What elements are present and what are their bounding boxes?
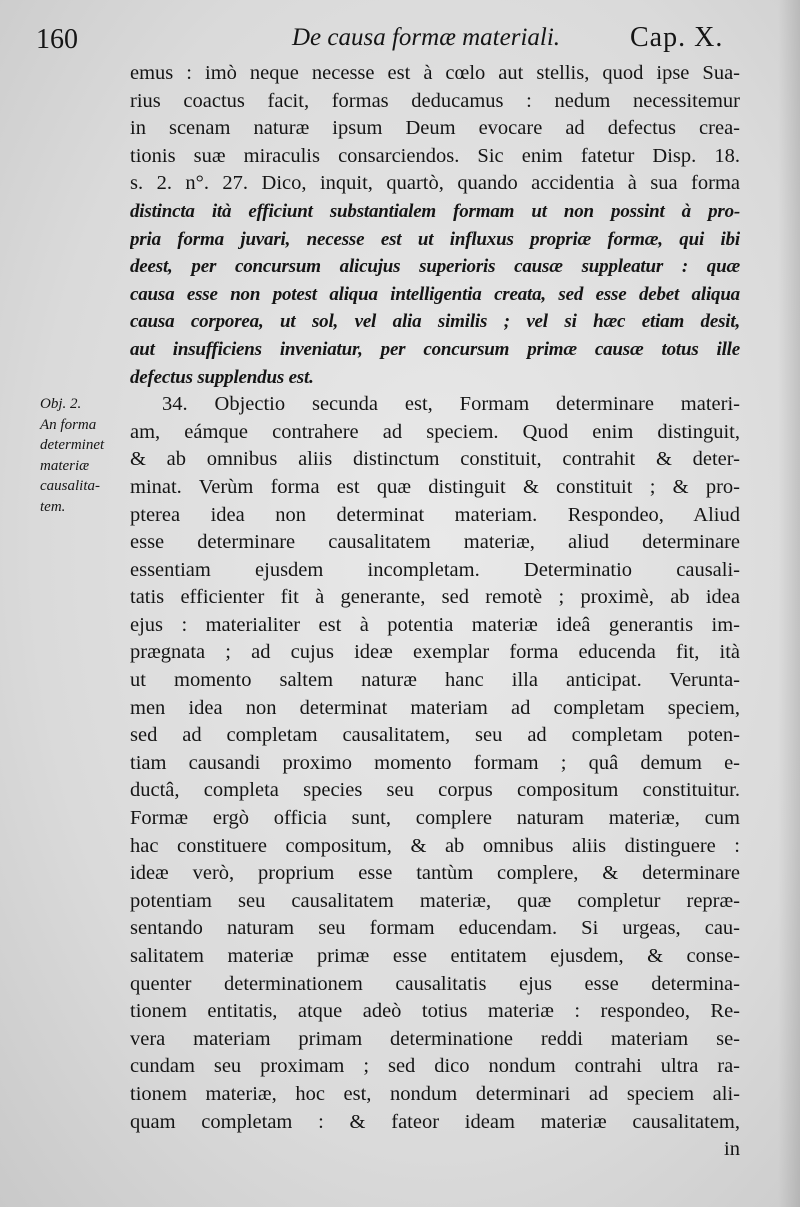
text-line: tionis suæ miraculis consarciendos. Sic enim fatetur Disp. 18. <box>130 144 740 167</box>
text-line: salitatem materiæ primæ esse entitatem ejusdem, & conse- <box>130 945 740 967</box>
text-line: tatis efficienter fit à generante, sed remotè ; proximè, ab idea <box>130 586 740 609</box>
marginal-note-line: Obj. 2. <box>40 396 82 412</box>
text-line: cundam seu proximam ; sed dico nondum contrahi ultra ra- <box>130 1055 740 1078</box>
text-line: ideæ verò, proprium esse tantùm complere, & determinare <box>130 862 740 885</box>
text-line: quenter determinationem causalitatis ejus esse determina- <box>130 972 740 995</box>
text-line: causa corporea, ut sol, vel alia similis ; vel si hæc etiam desit, <box>130 311 740 333</box>
text-line: men idea non determinat materiam ad completam speciem, <box>130 696 740 719</box>
text-line: causa esse non potest aliqua intelligentia creata, sed esse debet aliqua <box>130 283 740 305</box>
text-line: tionem entitatis, atque adeò totius materiæ : respondeo, Re- <box>130 1000 740 1023</box>
text-line: sed ad completam causalitatem, seu ad completam poten- <box>130 724 740 747</box>
text-line: ut momento saltem naturæ hanc illa anticipat. Verunta- <box>130 669 740 692</box>
text-line: hac constituere compositum, & ab omnibus aliis distinguere : <box>130 834 740 857</box>
text-line: rius coactus facit, formas deducamus : nedum necessitemur <box>130 89 740 112</box>
text-line: am, eámque contrahere ad speciem. Quod enim distinguit, <box>130 420 740 443</box>
marginal-note <box>40 394 128 517</box>
text-line: prægnata ; ad cujus ideæ exemplar forma educenda fit, ità <box>130 641 740 664</box>
text-line: tiam causandi proximo momento formam ; quâ demum e- <box>130 751 740 774</box>
chapter-label: Cap. X. <box>630 22 724 53</box>
bleed-through-shadow <box>752 770 800 786</box>
text-line: distincta ità efficiunt substantialem formam ut non possint à pro- <box>130 200 740 222</box>
text-line: ductâ, completa species seu corpus compositum constituitur. <box>130 779 740 802</box>
marginal-note-line: materiæ <box>40 457 90 474</box>
marginal-note-line: tem. <box>40 498 66 515</box>
marginal-note-line: An forma <box>40 416 97 433</box>
text-line: ejus : materialiter est à potentia materiæ ideâ generantis im- <box>130 613 740 636</box>
text-line: s. 2. n°. 27. Dico, inquit, quartò, quando accidentia à sua forma <box>130 172 740 195</box>
text-line: vera materiam primam determinatione reddi materiam se- <box>130 1027 740 1050</box>
body-text <box>130 60 740 1164</box>
text-line: sentando naturam seu formam educendam. Si urgeas, cau- <box>130 917 740 940</box>
text-line: minat. Verùm forma est quæ distinguit & constituit ; & pro- <box>130 475 740 498</box>
text-line: tionem materiæ, hoc est, nondum determinari ad speciem ali- <box>130 1082 740 1105</box>
text-line: esse determinare causalitatem materiæ, aliud determinare <box>130 531 740 554</box>
page-header <box>0 18 800 58</box>
text-line: in scenam naturæ ipsum Deum evocare ad defectus crea- <box>130 117 740 140</box>
text-line: essentiam ejusdem incompletam. Determinatio causali- <box>130 558 740 581</box>
text-line: Formæ ergò officia sunt, complere naturam materiæ, cum <box>130 807 740 830</box>
page-number: 160 <box>36 24 78 55</box>
text-line: in <box>724 1138 740 1161</box>
text-line: 34. Objectio secunda est, Formam determinare materi- <box>162 393 740 416</box>
running-title: De causa formæ materiali. <box>292 24 561 51</box>
text-line: deest, per concursum alicujus superioris causæ suppleatur : quæ <box>130 256 740 278</box>
text-line: aut insufficiens inveniatur, per concursum primæ causæ totus ille <box>130 338 740 360</box>
text-line: defectus supplendus est. <box>130 366 314 388</box>
text-line: pterea idea non determinat materiam. Respondeo, Aliud <box>130 503 740 526</box>
text-line: pria forma juvari, necesse est ut influxus propriæ formæ, qui ibi <box>130 228 740 250</box>
text-line: & ab omnibus aliis distinctum constituit, contrahit & deter- <box>130 448 740 471</box>
text-line: quam completam : & fateor ideam materiæ causalitatem, <box>130 1110 740 1133</box>
marginal-note-line: causalita- <box>40 478 100 494</box>
marginal-note-line: determinet <box>40 437 105 453</box>
text-line: potentiam seu causalitatem materiæ, quæ completur repræ- <box>130 889 740 912</box>
text-line: emus : imò neque necesse est à cœlo aut stellis, quod ipse Sua- <box>130 62 740 84</box>
page-edge-shadow <box>778 0 800 1207</box>
